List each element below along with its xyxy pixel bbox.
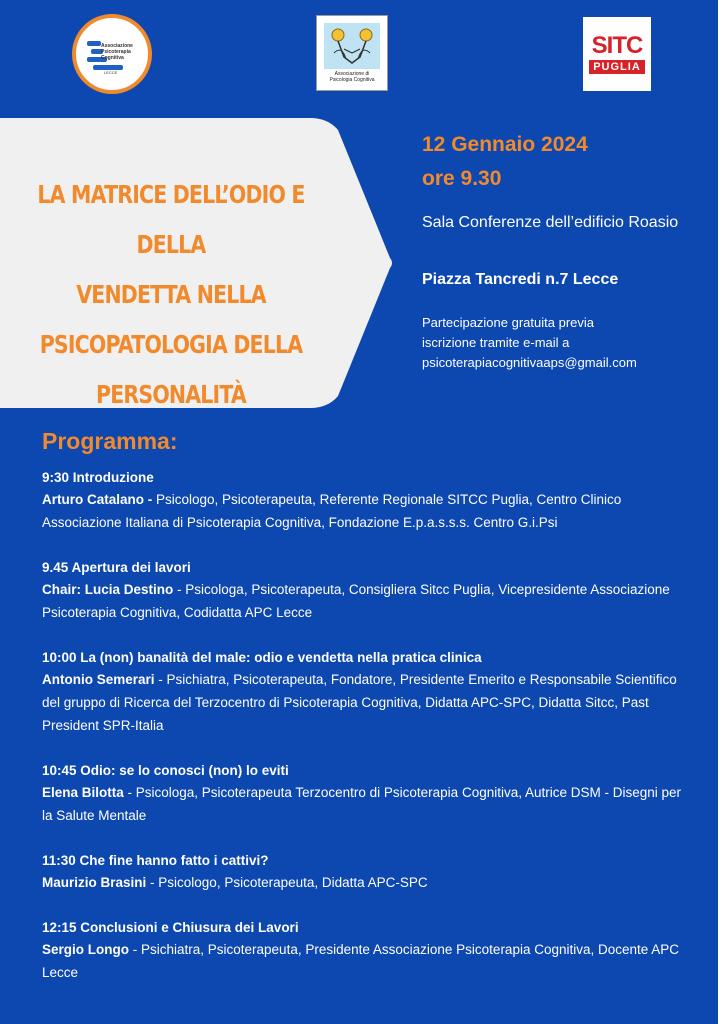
- program-item: 11:30 Che fine hanno fatto i cattivi? Maurizio Brasini - Psicologo, Psicoterapeuta, Didatta APC-SPC: [42, 853, 428, 890]
- psicologia-cognitiva-logo: Associazione di Psicologia Cognitiva: [316, 15, 388, 91]
- event-venue: Sala Conferenze dell’edificio Roasio: [422, 214, 679, 231]
- program-item: 10:00 La (non) banalità del male: odio e vendetta nella pratica clinica Antonio Semerari - Psichiatra, Psicoterapeuta, Fondatore, Presidente Emerito e Responsabile Scientifico del gruppo di Ricerca del Terzocentro di Psicoterapia Cognitiva, Didatta APC-SPC, Didatta Sitcc, Past President SPR-Italia: [42, 650, 677, 733]
- event-date: 12 Gennaio 2024 ore 9.30: [422, 133, 588, 190]
- sitcc-mark: SITC: [591, 32, 643, 59]
- program-list: [42, 467, 692, 1007]
- apc-bars-icon: Associazione Psicoterapia Cognitiva: [87, 33, 137, 75]
- registration-info: Partecipazione gratuita previa iscrizione tramite e-mail a psicoterapiacognitivaaps@gmail.com: [422, 313, 712, 373]
- sitcc-region: PUGLIA: [589, 60, 645, 74]
- apc-lecce-logo: Associazione Psicoterapia Cognitiva LECCE: [72, 14, 152, 94]
- contact-email[interactable]: psicoterapiacognitivaaps@gmail.com: [422, 355, 637, 370]
- program-heading: Programma:: [42, 428, 178, 454]
- event-title: LA MATRICE DELL’ODIO E DELLA VENDETTA NELLA PSICOPATOLOGIA DELLA PERSONALITÀ: [37, 180, 305, 409]
- figures-icon: [324, 23, 380, 69]
- program-item: 12:15 Conclusioni e Chiusura dei Lavori Sergio Longo - Psichiatra, Psicoterapeuta, Presidente Associazione Psicoterapia Cognitiva, Docente APC Lecce: [42, 920, 680, 980]
- program-item: 10:45 Odio: se lo conosci (non) lo eviti Elena Bilotta - Psicologa, Psicoterapeuta Terzocentro di Psicoterapia Cognitiva, Autrice DSM - Disegni per la Salute Mentale: [42, 763, 682, 823]
- program-item: 9.45 Apertura dei lavori Chair: Lucia Destino - Psicologa, Psicoterapeuta, Consigliera Sitcc Puglia, Vicepresidente Associazione Psicoterapia Cognitiva, Codidatta APC Lecce: [42, 560, 670, 620]
- program-item: 9:30 Introduzione Arturo Catalano - Psicologo, Psicoterapeuta, Referente Regionale SITCC Puglia, Centro Clinico Associazione Italiana di Psicoterapia Cognitiva, Fondazione E.p.a.s.s.s. Centro G.i.Psi: [42, 470, 622, 530]
- event-address: Piazza Tancredi n.7 Lecce: [422, 271, 619, 288]
- sitcc-puglia-logo: [583, 17, 651, 91]
- right-border: [718, 0, 724, 1024]
